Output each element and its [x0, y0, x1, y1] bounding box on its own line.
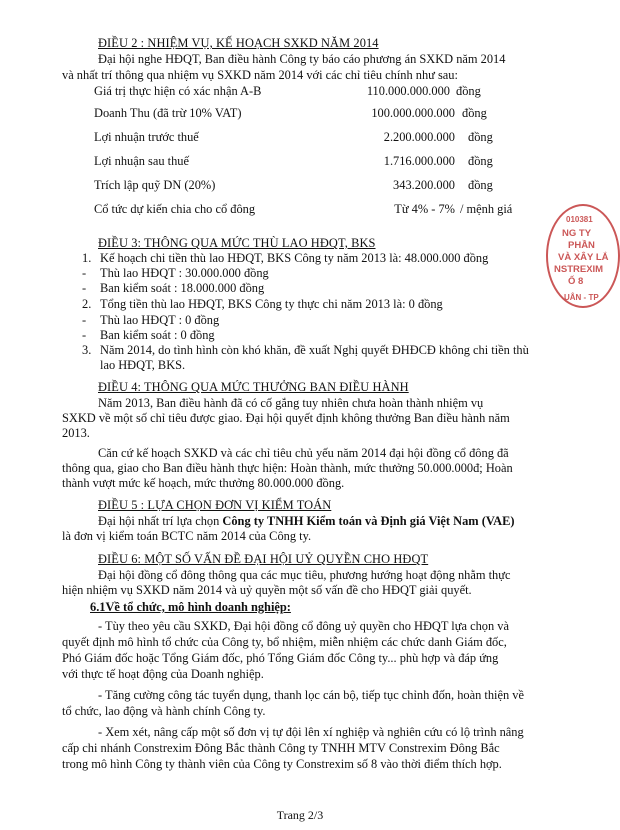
section-5-para: là đơn vị kiểm toán BCTC năm 2014 của Công ty. — [62, 529, 312, 543]
stamp-text: Ố 8 — [568, 276, 584, 287]
section-4-para: Căn cứ kế hoạch SXKD và các chỉ tiêu chủ yếu năm 2014 đại hội đồng cổ đông đã — [98, 446, 509, 460]
target-label: Cổ tức dự kiến chia cho cổ đông — [94, 202, 256, 216]
section-2-intro-line-1: Đại hội nghe HĐQT, Ban điều hành Công ty báo cáo phương án SXKD năm 2014 — [98, 52, 506, 66]
target-value: 110.000.000.000 — [366, 84, 450, 98]
section-5-para — [98, 514, 515, 529]
target-label: Doanh Thu (đã trừ 10% VAT) — [94, 106, 242, 120]
section-6-para: tổ chức, lao động và hành chính Công ty. — [62, 704, 266, 718]
bullet-dash: - — [82, 328, 87, 342]
target-unit: đồng — [468, 178, 493, 192]
target-value: 1.716.000.000 — [383, 154, 455, 168]
section-4-para: SXKD về một số chỉ tiêu được giao. Đại hội quyết định không thưởng Ban điều hành năm — [62, 411, 510, 425]
list-number: 2. — [82, 297, 92, 311]
target-unit: / mệnh giá — [460, 202, 513, 216]
section-2-heading: ĐIỀU 2 : NHIỆM VỤ, KẾ HOẠCH SXKD NĂM 2014 — [98, 36, 379, 50]
section-5-heading: ĐIỀU 5 : LỰA CHỌN ĐƠN VỊ KIỂM TOÁN — [98, 498, 332, 512]
section-3-item-3-cont: lao HĐQT, BKS. — [100, 358, 186, 372]
section-3-item-3: Năm 2014, do tình hình còn khó khăn, đề xuất Nghị quyết ĐHĐCĐ không chi tiền thù — [100, 343, 529, 357]
target-label: Giá trị thực hiện có xác nhận A-B — [94, 84, 262, 98]
stamp-text: NSTREXIM — [554, 264, 604, 275]
section-4-heading: ĐIỀU 4: THÔNG QUA MỨC THƯỞNG BAN ĐIỀU HÀNH — [98, 380, 409, 394]
section-4-para: Năm 2013, Ban điều hành đã có cố gắng tuy nhiên chưa hoàn thành nhiệm vụ — [98, 396, 484, 410]
section-6-para: trong mô hình Công ty thành viên của Công ty Constrexim số 8 vào thời điểm thích hợp. — [62, 757, 502, 771]
section-6-1-heading: 6.1Về tổ chức, mô hình doanh nghiệp: — [90, 600, 291, 614]
target-unit: đồng — [468, 130, 493, 144]
stamp-text: PHẦN — [568, 240, 595, 251]
section-6-heading: ĐIỀU 6: MỘT SỐ VẤN ĐỀ ĐẠI HỘI UỶ QUYỀN CHO HĐQT — [98, 552, 429, 566]
section-2-intro-line-2: và nhất trí thông qua nhiệm vụ SXKD năm 2014 với các chỉ tiêu chính như sau: — [62, 68, 458, 82]
stamp-text: VÀ XÂY LẮ — [558, 252, 609, 263]
target-label: Lợi nhuận sau thuế — [94, 154, 189, 168]
list-number: 1. — [82, 251, 92, 265]
target-value: Từ 4% - 7% — [394, 202, 455, 216]
section-4-para: thông qua, giao cho Ban điều hành thực hiện: Hoàn thành, mức thưởng 50.000.000đ; Hoàn — [62, 461, 513, 475]
section-4-para: 2013. — [62, 426, 90, 440]
target-label: Lợi nhuận trước thuế — [94, 130, 199, 144]
target-value: 100.000.000.000 — [371, 106, 455, 120]
section-6-para: Phó Giám đốc hoặc Tổng Giám đốc, phó Tổng Giám đốc Công ty... phù hợp và đáp ứng — [62, 651, 499, 665]
bullet-dash: - — [82, 313, 87, 327]
target-value: 2.200.000.000 — [383, 130, 455, 144]
bullet-dash: - — [82, 266, 87, 280]
section-5-text: Đại hội nhất trí lựa chọn — [98, 514, 223, 528]
stamp-text: NG TY — [562, 228, 592, 239]
target-unit: đồng — [462, 106, 487, 120]
auditor-name: Công ty TNHH Kiểm toán và Định giá Việt Nam (VAE) — [222, 514, 515, 528]
section-4-para: thành vượt mức kế hoạch, mức thưởng 80.000.000 đồng. — [62, 476, 345, 490]
stamp-text: UÂN - TP — [564, 293, 599, 302]
page-number: Trang 2/3 — [276, 808, 324, 822]
stamp-text: 010381 — [566, 215, 593, 224]
bullet-dash: - — [82, 281, 87, 295]
section-6-para: - Tùy theo yêu cầu SXKD, Đại hội đồng cổ đông uỷ quyền cho HĐQT lựa chọn và — [98, 619, 509, 633]
target-unit: đồng — [468, 154, 493, 168]
section-6-para: hiện nhiệm vụ SXKD năm 2014 và uỷ quyền một số vấn đề cho HĐQT giải quyết. — [62, 583, 472, 597]
section-6-para: Đại hội đồng cổ đông thông qua các mục tiêu, phương hướng hoạt động nhằm thực — [98, 568, 511, 582]
section-3-item-1: Kế hoạch chi tiền thù lao HĐQT, BKS Công ty năm 2013 là: 48.000.000 đồng — [100, 251, 489, 265]
section-6-para: cấp chi nhánh Constrexim Đông Bắc thành Công ty TNHH MTV Constrexim Đông Bắc — [62, 741, 500, 755]
section-6-para: quyết định mô hình tổ chức của Công ty, bổ nhiệm, miễn nhiệm các chức danh Giám đốc, — [62, 635, 507, 649]
company-seal-stamp — [546, 204, 620, 308]
list-number: 3. — [82, 343, 92, 357]
section-3-detail: Thù lao HĐQT : 0 đồng — [100, 313, 220, 327]
section-6-para: với thực tế hoạt động của Doanh nghiệp. — [62, 667, 264, 681]
section-3-item-2: Tổng tiền thù lao HĐQT, BKS Công ty thực chi năm 2013 là: 0 đồng — [100, 297, 443, 311]
target-label: Trích lập quỹ DN (20%) — [94, 178, 216, 192]
section-6-para: - Tăng cường công tác tuyển dụng, thanh lọc cán bộ, tiếp tục chỉnh đốn, hoàn thiện về — [98, 688, 524, 702]
section-3-detail: Ban kiểm soát : 0 đồng — [100, 328, 215, 342]
target-unit: đồng — [456, 84, 481, 98]
section-3-detail: Thù lao HĐQT : 30.000.000 đồng — [100, 266, 269, 280]
target-value: 343.200.000 — [393, 178, 455, 192]
section-6-para: - Xem xét, nâng cấp một số đơn vị tự đội lên xí nghiệp và nghiên cứu có lộ trình nâng — [98, 725, 524, 739]
section-3-heading: ĐIỀU 3: THÔNG QUA MỨC THÙ LAO HĐQT, BKS — [98, 236, 376, 250]
section-3-detail: Ban kiểm soát : 18.000.000 đồng — [100, 281, 265, 295]
